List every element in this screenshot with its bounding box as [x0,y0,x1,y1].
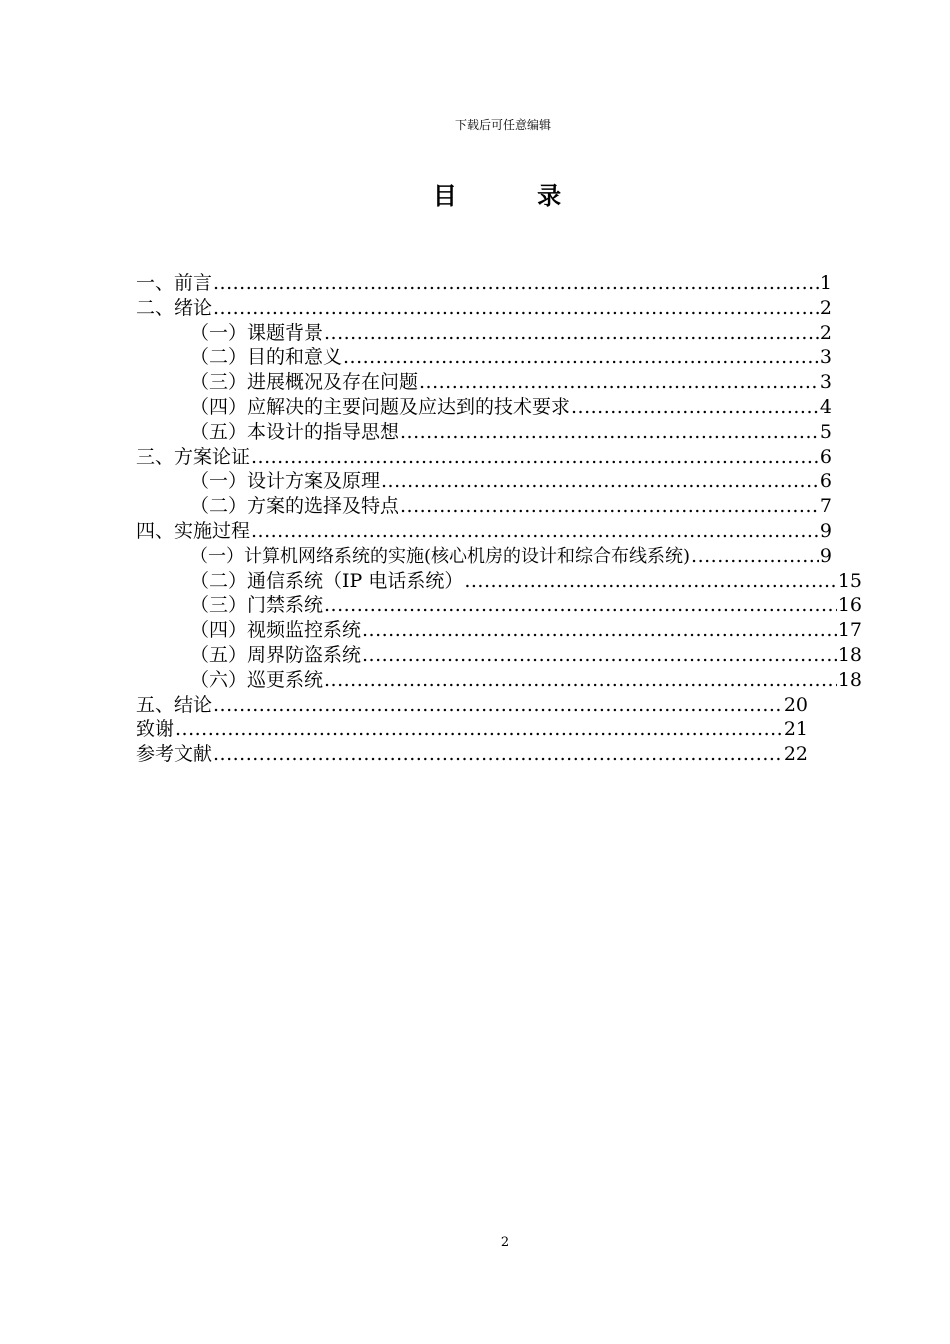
toc-leader-dots [175,717,783,742]
toc-entry-page: 5 [819,420,832,443]
toc-entry-page: 18 [837,668,862,691]
toc-entry[interactable] [136,569,862,594]
toc-entry[interactable] [136,717,808,742]
toc-entry-page: 9 [819,519,832,542]
toc-leader-dots [213,296,819,321]
toc-leader-dots [213,742,783,767]
toc-entry-page: 20 [783,693,808,716]
toc-entry[interactable] [136,469,832,494]
toc-leader-dots [324,668,837,693]
toc-leader-dots [251,445,819,470]
toc-entry-text: 一、前言 [136,272,213,294]
toc-entry[interactable] [136,420,832,445]
toc-entry-page: 17 [837,619,862,642]
toc-entry-page: 21 [783,718,808,741]
toc-entry[interactable] [136,693,808,718]
toc-entry[interactable] [136,544,832,569]
toc-entry-text: 致谢 [136,718,175,741]
page-title: 目 录 [432,181,598,210]
toc-entry-page: 3 [819,346,832,369]
toc-entry-text: （四）视频监控系统 [190,619,362,642]
toc-entry[interactable] [136,618,862,643]
page-number: 2 [500,1235,510,1250]
toc-leader-dots [324,593,837,618]
toc-leader-dots [343,345,819,370]
header-note: 下载后可任意编辑 [454,118,551,132]
toc-entry-page: 2 [819,321,832,344]
toc-entry[interactable] [136,668,862,693]
toc-entry[interactable] [136,345,832,370]
toc-entry-page: 6 [819,470,832,493]
toc-entry-text: （四）应解决的主要问题及应达到的技术要求 [190,395,571,418]
toc-entry[interactable] [136,271,832,296]
toc-entry[interactable] [136,395,832,420]
toc-leader-dots [324,321,819,346]
toc-entry[interactable] [136,445,832,470]
toc-entry-text: （二）目的和意义 [190,346,343,369]
toc-leader-dots [213,271,819,296]
table-of-contents [136,271,862,767]
toc-entry[interactable] [136,519,832,544]
toc-entry-text: （三）进展概况及存在问题 [190,371,419,394]
toc-entry-page: 9 [819,544,832,567]
toc-entry[interactable] [136,296,832,321]
toc-entry[interactable] [136,643,862,668]
toc-entry-page: 1 [819,272,832,294]
toc-entry-page: 22 [783,743,808,766]
toc-entry-text: （五）周界防盗系统 [190,643,362,666]
toc-leader-dots [213,693,783,718]
toc-leader-dots [419,370,819,395]
toc-entry-page: 4 [819,395,832,418]
toc-entry-page: 3 [819,371,832,394]
toc-entry-text: 四、实施过程 [136,519,251,542]
toc-entry-text: 参考文献 [136,743,213,766]
toc-entry[interactable] [136,370,832,395]
toc-leader-dots [362,618,837,643]
toc-leader-dots [571,395,819,420]
toc-entry-page: 6 [819,445,832,468]
toc-entry-text: （六）巡更系统 [190,668,324,691]
toc-entry-page: 16 [837,594,862,617]
toc-leader-dots [362,643,837,668]
toc-entry-text: （一）计算机网络系统的实施(核心机房的设计和综合布线系统) [190,545,691,567]
toc-entry-page: 2 [819,296,832,319]
toc-entry-page: 15 [837,569,862,592]
toc-leader-dots [691,544,819,569]
toc-entry-text: 三、方案论证 [136,445,251,468]
toc-leader-dots [400,494,819,519]
toc-entry-text: 五、结论 [136,693,213,716]
toc-leader-dots [464,569,836,594]
toc-entry[interactable] [136,494,832,519]
toc-entry-page: 7 [819,495,832,518]
toc-entry[interactable] [136,742,808,767]
toc-entry[interactable] [136,593,862,618]
toc-entry-text: （五）本设计的指导思想 [190,420,400,443]
toc-entry-text: （二）通信系统（IP 电话系统） [190,569,464,592]
toc-entry-text: （二）方案的选择及特点 [190,495,400,518]
toc-entry[interactable] [136,321,832,346]
toc-leader-dots [400,420,819,445]
toc-entry-page: 18 [837,643,862,666]
toc-entry-text: （三）门禁系统 [190,594,324,617]
toc-leader-dots [251,519,819,544]
toc-entry-text: 二、绪论 [136,296,213,319]
toc-leader-dots [381,469,819,494]
toc-entry-text: （一）设计方案及原理 [190,470,381,493]
toc-entry-text: （一）课题背景 [190,321,324,344]
